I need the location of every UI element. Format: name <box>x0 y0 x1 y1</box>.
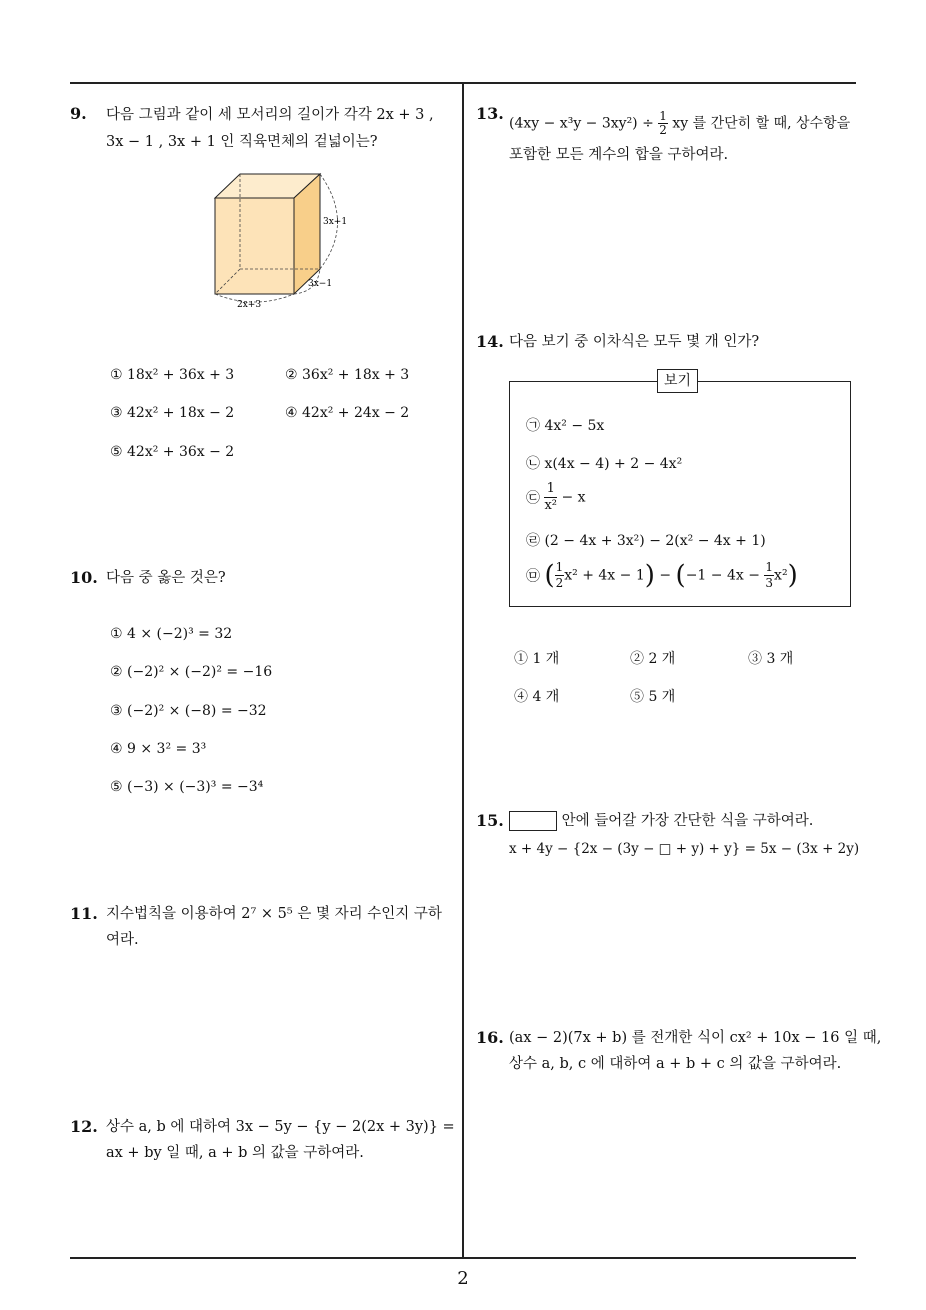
question-text: 안에 들어갈 가장 간단한 식을 구하여라. <box>561 813 814 829</box>
question-text-line <box>509 110 850 137</box>
fraction-numerator: 1 <box>765 560 774 574</box>
close-paren: ) <box>644 560 655 591</box>
close-paren: ) <box>787 560 798 591</box>
expression: x² <box>774 567 788 584</box>
question-text-line: 3x − 1 , 3x + 1 인 직육면체의 겉넓이는? <box>106 134 378 150</box>
fraction-numerator: 1 <box>544 481 557 498</box>
choice-3[interactable]: ③ 3 개 <box>748 651 794 667</box>
choice-5[interactable]: ⑤ 42x² + 36x − 2 <box>110 444 235 460</box>
depth-label: 3x−1 <box>308 279 333 289</box>
fraction-denominator: 2 <box>659 123 667 137</box>
expression: −1 − 4x − <box>685 567 760 584</box>
bogi-item-c <box>526 481 586 514</box>
fraction <box>764 560 774 591</box>
page-number: 2 <box>457 1268 469 1289</box>
column-divider <box>462 83 464 1258</box>
choice-1[interactable]: ① 18x² + 36x + 3 <box>110 367 235 383</box>
equation: x + 4y − {2x − (3y − □ + y) + y} = 5x − (3x + 2y) <box>509 841 860 857</box>
fraction-denominator: x² <box>544 498 557 513</box>
fraction-denominator: 3 <box>765 576 774 590</box>
question-number: 10. <box>70 568 98 587</box>
cuboid-figure <box>205 168 365 313</box>
bottom-rule <box>70 1257 856 1259</box>
question-text-line: 지수법칙을 이용하여 2⁷ × 5⁵ 은 몇 자리 수인지 구하 <box>106 906 442 922</box>
bogi-item-d: ㉣ (2 − 4x + 3x²) − 2(x² − 4x + 1) <box>526 533 766 549</box>
choice-4[interactable]: ④ 4 개 <box>514 689 560 705</box>
question-text-line: 상수 a, b 에 대하여 3x − 5y − {y − 2(2x + 3y)} = <box>106 1119 455 1135</box>
choice-4[interactable]: ④ 9 × 3² = 3³ <box>110 741 207 757</box>
expression-tail: − x <box>561 489 586 506</box>
question-text-line: 다음 보기 중 이차식은 모두 몇 개 인가? <box>509 334 760 350</box>
answer-box[interactable] <box>509 811 557 831</box>
fraction <box>544 481 557 514</box>
open-paren: ( <box>675 560 686 591</box>
expression: x² + 4x − 1 <box>564 567 645 584</box>
choice-3[interactable]: ③ (−2)² × (−8) = −32 <box>110 703 267 719</box>
question-text-line: 상수 a, b, c 에 대하여 a + b + c 의 값을 구하여라. <box>509 1056 842 1072</box>
width-label: 2x+3 <box>237 300 262 310</box>
choice-2[interactable]: ② (−2)² × (−2)² = −16 <box>110 664 273 680</box>
question-number: 16. <box>476 1028 504 1047</box>
fraction <box>555 560 565 591</box>
open-paren: ( <box>544 560 555 591</box>
bogi-mark: ㉢ <box>526 490 540 507</box>
expression: (4xy − x³y − 3xy²) ÷ <box>509 115 659 132</box>
bogi-title: 보기 <box>657 369 698 393</box>
fraction-denominator: 2 <box>555 576 564 590</box>
choice-2[interactable]: ② 36x² + 18x + 3 <box>285 367 410 383</box>
question-text-line: (ax − 2)(7x + b) 를 전개한 식이 cx² + 10x − 16 일 때, <box>509 1030 882 1046</box>
bogi-item-e <box>526 560 798 591</box>
bogi-item-a: ㉠ 4x² − 5x <box>526 418 605 434</box>
bogi-mark: ㉤ <box>526 568 540 585</box>
bogi-item-b: ㉡ x(4x − 4) + 2 − 4x² <box>526 456 683 472</box>
choice-5[interactable]: ⑤ (−3) × (−3)³ = −3⁴ <box>110 779 264 795</box>
question-text-line: ax + by 일 때, a + b 의 값을 구하여라. <box>106 1145 364 1161</box>
question-text-line: 여라. <box>106 932 139 948</box>
choice-4[interactable]: ④ 42x² + 24x − 2 <box>285 405 410 421</box>
choice-3[interactable]: ③ 42x² + 18x − 2 <box>110 405 235 421</box>
fraction <box>658 110 668 137</box>
choice-1[interactable]: ① 4 × (−2)³ = 32 <box>110 626 233 642</box>
cuboid-front-face <box>215 198 294 294</box>
question-text-line <box>509 809 813 834</box>
question-text-line: 다음 그림과 같이 세 모서리의 길이가 각각 2x + 3 , <box>106 107 434 123</box>
question-number: 13. <box>476 104 504 123</box>
expression-tail: xy 를 간단히 할 때, 상수항을 <box>672 115 851 132</box>
choice-2[interactable]: ② 2 개 <box>630 651 676 667</box>
height-label: 3x+1 <box>323 217 348 227</box>
question-number: 15. <box>476 811 504 830</box>
fraction-numerator: 1 <box>659 109 667 123</box>
question-number: 9. <box>70 104 87 123</box>
question-number: 11. <box>70 904 98 923</box>
choice-1[interactable]: ① 1 개 <box>514 651 560 667</box>
fraction-numerator: 1 <box>555 560 564 574</box>
operator: − <box>659 567 672 584</box>
question-number: 12. <box>70 1117 98 1136</box>
choice-5[interactable]: ⑤ 5 개 <box>630 689 676 705</box>
question-text-line: 포함한 모든 계수의 합을 구하여라. <box>509 147 729 163</box>
question-number: 14. <box>476 332 504 351</box>
question-text-line: 다음 중 옳은 것은? <box>106 570 226 586</box>
